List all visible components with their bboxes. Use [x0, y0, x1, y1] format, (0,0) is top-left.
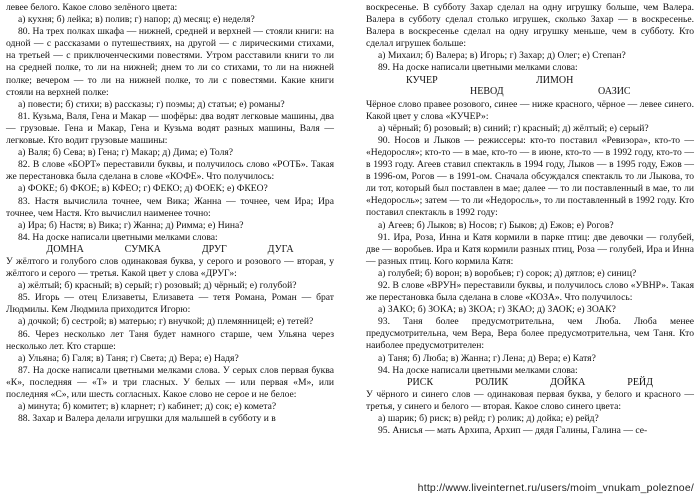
answer-options: а) шарик; б) риск; в) рейд; г) ролик; д) дойка; е) рейд?	[378, 413, 599, 424]
answer-options: а) Агеев; б) Лыков; в) Носов; г) Быков; д) Ежов; е) Рогов?	[378, 219, 614, 231]
question-87: 87. На доске написали цветными мелками слова. У серых слов первая буква «К», последняя — «Т» и три гласных. У белых — или первая «М», или последняя «С», или шесть согласных. Какое слово не серое и не белое:	[6, 364, 334, 400]
answer-options: а) жёлтый; б) красный; в) серый; г) розовый; д) чёрный; е) голубой?	[18, 280, 297, 292]
question-94-text: У чёрного и синего слов — одинаковая первая буква, у белого и красного — третья, у синего и белого — вторая. Какое слово синего цвета:	[366, 388, 694, 412]
question-89-text: Чёрное слово правее розового, синее — ниже красного, чёрное — левее синего. Какой цвет у слова «КУЧЕР»:	[366, 98, 694, 122]
question-88-cont: воскресенье. В субботу Захар сделал на одну игрушку больше, чем Валера. Валера в субботу сделал столько игрушек, сколько Захар — в воскресенье. Валера в воскресенье сделал на одну игрушку меньше, чем в субботу. Кто сделал игрушек больше:	[366, 2, 694, 50]
word: РЕЙД	[627, 376, 653, 388]
answer-options: а) Ира; б) Настя; в) Вика; г) Жанна; д) Римма; е) Нина?	[18, 219, 244, 231]
answer-options: а) ФОКЕ; б) ФКОЕ; в) КФЕО; г) ФЕКО; д) ФОЕК; е) ФКЕО?	[18, 183, 268, 195]
answer-options: а) ЗАКО; б) ЗОКА; в) ЗКОА; г) ЗКАО; д) ЗАОК; е) ЗОАК?	[378, 304, 616, 316]
question-95: 95. Анисья — мать Архипа, Архип — дядя Галины, Галина — се-	[378, 425, 648, 437]
answer-options: а) кухня; б) лейка; в) полив; г) напор; д) месяц; е) неделя?	[18, 14, 255, 26]
word: ОАЗИС	[598, 85, 631, 97]
question-86: 86. Через несколько лет Таня будет намного старше, чем Ульяна через несколько лет. Кто старше:	[6, 328, 334, 352]
word-list-89	[366, 75, 694, 99]
answer-options: а) Валя; б) Сева; в) Гена; г) Макар; д) Дима; е) Толя?	[18, 147, 234, 159]
answer-options: а) Таня; б) Люба; в) Жанна; г) Лена; д) Вера; е) Катя?	[378, 352, 596, 364]
question-85: 85. Игорь — отец Елизаветы, Елизавета — тетя Романа, Роман — брат Людмилы. Кем Людмила приходится Игорю:	[6, 292, 334, 316]
question-93: 93. Таня более предусмотрительна, чем Люба. Люба менее предусмотрительна, чем Вера, Вера более предусмотрительна, чем Таня. Кто наиболее предусмотрителен:	[366, 316, 694, 352]
word: ДРУГ	[201, 243, 227, 255]
word-list-84	[26, 244, 314, 256]
question-82: 82. В слове «БОРТ» переставили буквы, и получилось слово «РОТБ». Такая же перестановка была сделана в слове «КОФЕ». Что получилось:	[6, 159, 334, 183]
word: ЛИМОН	[536, 74, 574, 86]
word: КУЧЕР	[406, 74, 438, 86]
word: ДОЙКА	[550, 376, 586, 388]
question-94: 94. На доске написали цветными мелками слова:	[378, 364, 578, 376]
question-89: 89. На доске написали цветными мелками слова:	[378, 62, 578, 74]
question-91: 91. Ира, Роза, Инна и Катя кормили в парке птиц: две девочки — голубей, две — воробьев. Ира и Катя кормили разных птиц, Роза — голубей, Ира и Инна — разных птиц. Кого кормила Катя:	[366, 231, 694, 267]
answer-options: а) Ульяна; б) Галя; в) Таня; г) Света; д) Вера; е) Надя?	[18, 352, 239, 364]
word: НЕВОД	[470, 85, 504, 97]
question-83: 83. Настя вычислила точнее, чем Вика; Жанна — точнее, чем Ира; Ира точнее, чем Настя. Кто вычислил наименее точно:	[6, 195, 334, 219]
question-92: 92. В слове «ВРУН» переставили буквы, и получилось слово «УВНР». Такая же перестановка была сделана в слове «КОЗА». Что получилось:	[366, 279, 694, 304]
text-line: левее белого. Какое слово зелёного цвета:	[6, 2, 178, 13]
word: ДУГА	[267, 243, 294, 255]
question-84: 84. На доске написали цветными мелками слова:	[18, 231, 218, 243]
answer-options: а) повести; б) стихи; в) рассказы; г) поэмы; д) статьи; е) романы?	[18, 98, 285, 110]
question-84-text: У жёлтого и голубого слов одинаковая буква, у серого и розового — вторая, у жёлтого и серого — третья. Какой цвет у слова «ДРУГ»:	[6, 255, 334, 280]
question-81: 81. Кузьма, Валя, Гена и Макар — шофёры: два водят легковые машины, два — грузовые. Гена и Макар, Гена и Кузьма водят разных машины, Валя — легковые. Кто водит грузовые машины:	[6, 110, 334, 147]
left-page	[6, 2, 334, 425]
answer-options: а) дочкой; б) сестрой; в) матерью; г) внучкой; д) племянницей; е) тетей?	[18, 316, 314, 328]
word: РОЛИК	[475, 376, 509, 388]
word-list-94	[386, 377, 674, 389]
word: РИСК	[406, 376, 434, 388]
word: СУМКА	[124, 243, 162, 255]
answer-options: а) минута; б) комитет; в) кларнет; г) кабинет; д) сок; е) комета?	[18, 401, 277, 413]
answer-options: а) Михаил; б) Валера; в) Игорь; г) Захар; д) Олег; е) Степан?	[378, 50, 626, 62]
answer-options: а) чёрный; б) розовый; в) синий; г) красный; д) жёлтый; е) серый?	[378, 122, 649, 134]
answer-options: а) голубей; б) ворон; в) воробьев; г) сорок; д) дятлов; е) синиц?	[378, 267, 637, 279]
question-88: 88. Захар и Валера делали игрушки для малышей в субботу и в	[18, 413, 276, 425]
word: ДОМНА	[46, 243, 84, 255]
source-watermark: http://www.liveinternet.ru/users/moim_vnukam_poleznoe/	[417, 482, 694, 494]
question-80: 80. На трех полках шкафа — нижней, средней и верхней — стояли книги: на одной — с рассказами о путешествиях, на другой — с лирическими стихами, на третьей — с приключенческими повестями. Утром расставили книги то ли на средней полке, то ли на нижней; днем то ли со стихами, то ли на нижней полке; вечером — то ли на нижней полке, то ли с повестями. Какие книги стояли на верхней полке:	[6, 26, 334, 98]
right-page	[366, 2, 694, 437]
question-90: 90. Носов и Лыков — режиссеры: кто-то поставил «Ревизора», кто-то — «Недоросля»; кто-то — в мае, кто-то — в июне, кто-то — в 1992 году, кто-то — в 1993 году. Агеев ставил спектакль в 1994 году, Лыков — в 1995 году, Ежов — в 1996-ом, Рогов — в 1991-ом. Сначала обсуждался спектакль то ли Лыкова, то ли тот, который был поставлен в мае; далее — то ли поставленный в мае, то ли «Недоросль»; затем — то ли «Недоросль», то ли поставленный в 1992 году. Кто поставил спектакль в 1992 году:	[366, 134, 694, 219]
